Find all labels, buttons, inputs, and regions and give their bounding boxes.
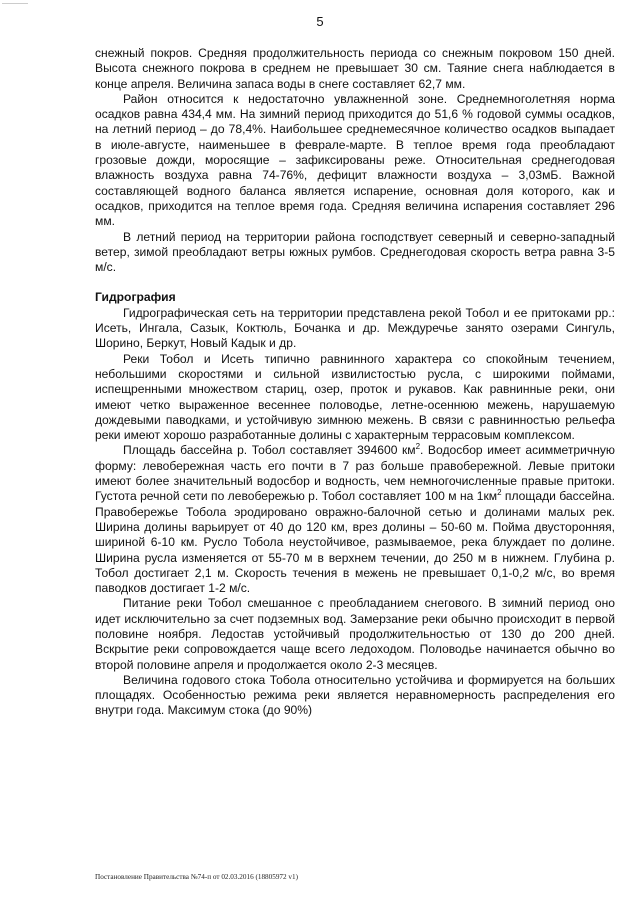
paragraph-precipitation: Район относится к недостаточно увлажненной зоне. Среднемноголетняя норма осадков равна 434,4 мм. На зимний период приходится до 51,6 % годовой суммы осадков, на летний период – до 78,4%. Наибольшее среднемесячное количество осадков выпадает в июле-августе, наименьшее в феврале-марте. В теплое время года преобладают грозовые дожди, моросящие – зафиксированы реже. Относительная среднегодовая влажность воздуха равна 74-76%, дефицит влажности воздуха – 3,03мБ. Важной составляющей водного баланса является испарение, основная доля которого, как и осадков, приходится на теплое время года. Средняя величина испарения составляет 296 мм. [95, 91, 615, 229]
page-footer: Постановление Правительства №74-п от 02.03.2016 (18805972 v1) [95, 873, 298, 881]
paragraph-hydro-network: Гидрографическая сеть на территории представлена рекой Тобол и ее притоками рр.: Исеть, Ингала, Сазык, Коктюль, Бочанка и др. Междуречье занято озерами Сингуль, Шорино, Беркут, Новый Кадык и др. [95, 305, 615, 351]
basin-text-c: площади бассейна. Правобережье Тобола эродировано овражно-балочной сетью и долинами малых рек. Ширина долины варьирует от 40 до 120 км, врез долины – 50-60 м. Пойма двусторонняя, шириной 6-10 км. Русло Тобола неустойчивое, размываемое, река блуждает по долине. Ширина русла изменяется от 55-70 м в верхнем течении, до 250 м в нижнем. Глубина р. Тобол достигает 2,1 м. Скорость течения в межень не превышает 0,1-0,2 м/с, во время паводков достигает 1-2 м/с. [95, 489, 615, 596]
section-heading-hydrography: Гидрография [95, 290, 176, 305]
paragraph-basin-area [95, 443, 615, 596]
paragraph-river-feeding: Питание реки Тобол смешанное с преобладанием снегового. В зимний период оно идет исключительно за счет подземных вод. Замерзание реки обычно происходит в первой половине ноября. Ледостав устойчивый продолжительностью от 130 до 200 дней. Вскрытие реки сопровождается чаще всего ледоходом. Половодье начинается обычно во второй половине апреля и продолжается около 2-3 месяцев. [95, 596, 615, 672]
page-body [95, 46, 615, 719]
paragraph-wind: В летний период на территории района господствует северный и северно-западный ветер, зимой преобладают ветры южных румбов. Среднегодовая скорость ветра равна 3-5 м/с. [95, 229, 615, 275]
page-number: 5 [316, 14, 324, 29]
superscript-2: 2 [497, 488, 502, 498]
section-gap [95, 275, 615, 290]
scan-corner-mark [0, 0, 30, 10]
paragraph-snow-cover: снежный покров. Средняя продолжительность периода со снежным покровом 150 дней. Высота снежного покрова в среднем не превышает 30 см. Таяние снега наблюдается в конце апреля. Величина запаса воды в снеге составляет 62,7 мм. [95, 46, 615, 91]
paragraph-rivers-character: Реки Тобол и Исеть типично равнинного характера со спокойным течением, небольшими скоростями и сильной извилистостью русла, с широкими поймами, испещренными множеством стариц, озер, проток и рукавов. Как равнинные реки, они имеют четко выраженное весеннее половодье, летне-осеннюю межень, нарушаемую дождевыми паводками, и устойчивую зимнюю межень. В связи с равнинностью рельефа реки имеют хорошо разработанные долины с характерным террасовым комплексом. [95, 351, 615, 443]
basin-text-a: Площадь бассейна р. Тобол составляет 394600 км [123, 443, 416, 458]
paragraph-annual-flow: Величина годового стока Тобола относительно устойчива и формируется на больших площадях. Особенностью режима реки является неравномерность распределения его внутри года. Максимум стока (до 90%) [95, 672, 615, 718]
superscript-2: 2 [415, 442, 421, 452]
basin-text-b: . Водосбор имеет асимметричную форму: левобережная часть его почти в 7 раз больше правобережной. Левые притоки имеют более значительный водосбор и водность, чем немногочисленные правые притоки. Густота речной сети по левобережью р. Тобол составляет 100 м на 1км [95, 443, 615, 504]
